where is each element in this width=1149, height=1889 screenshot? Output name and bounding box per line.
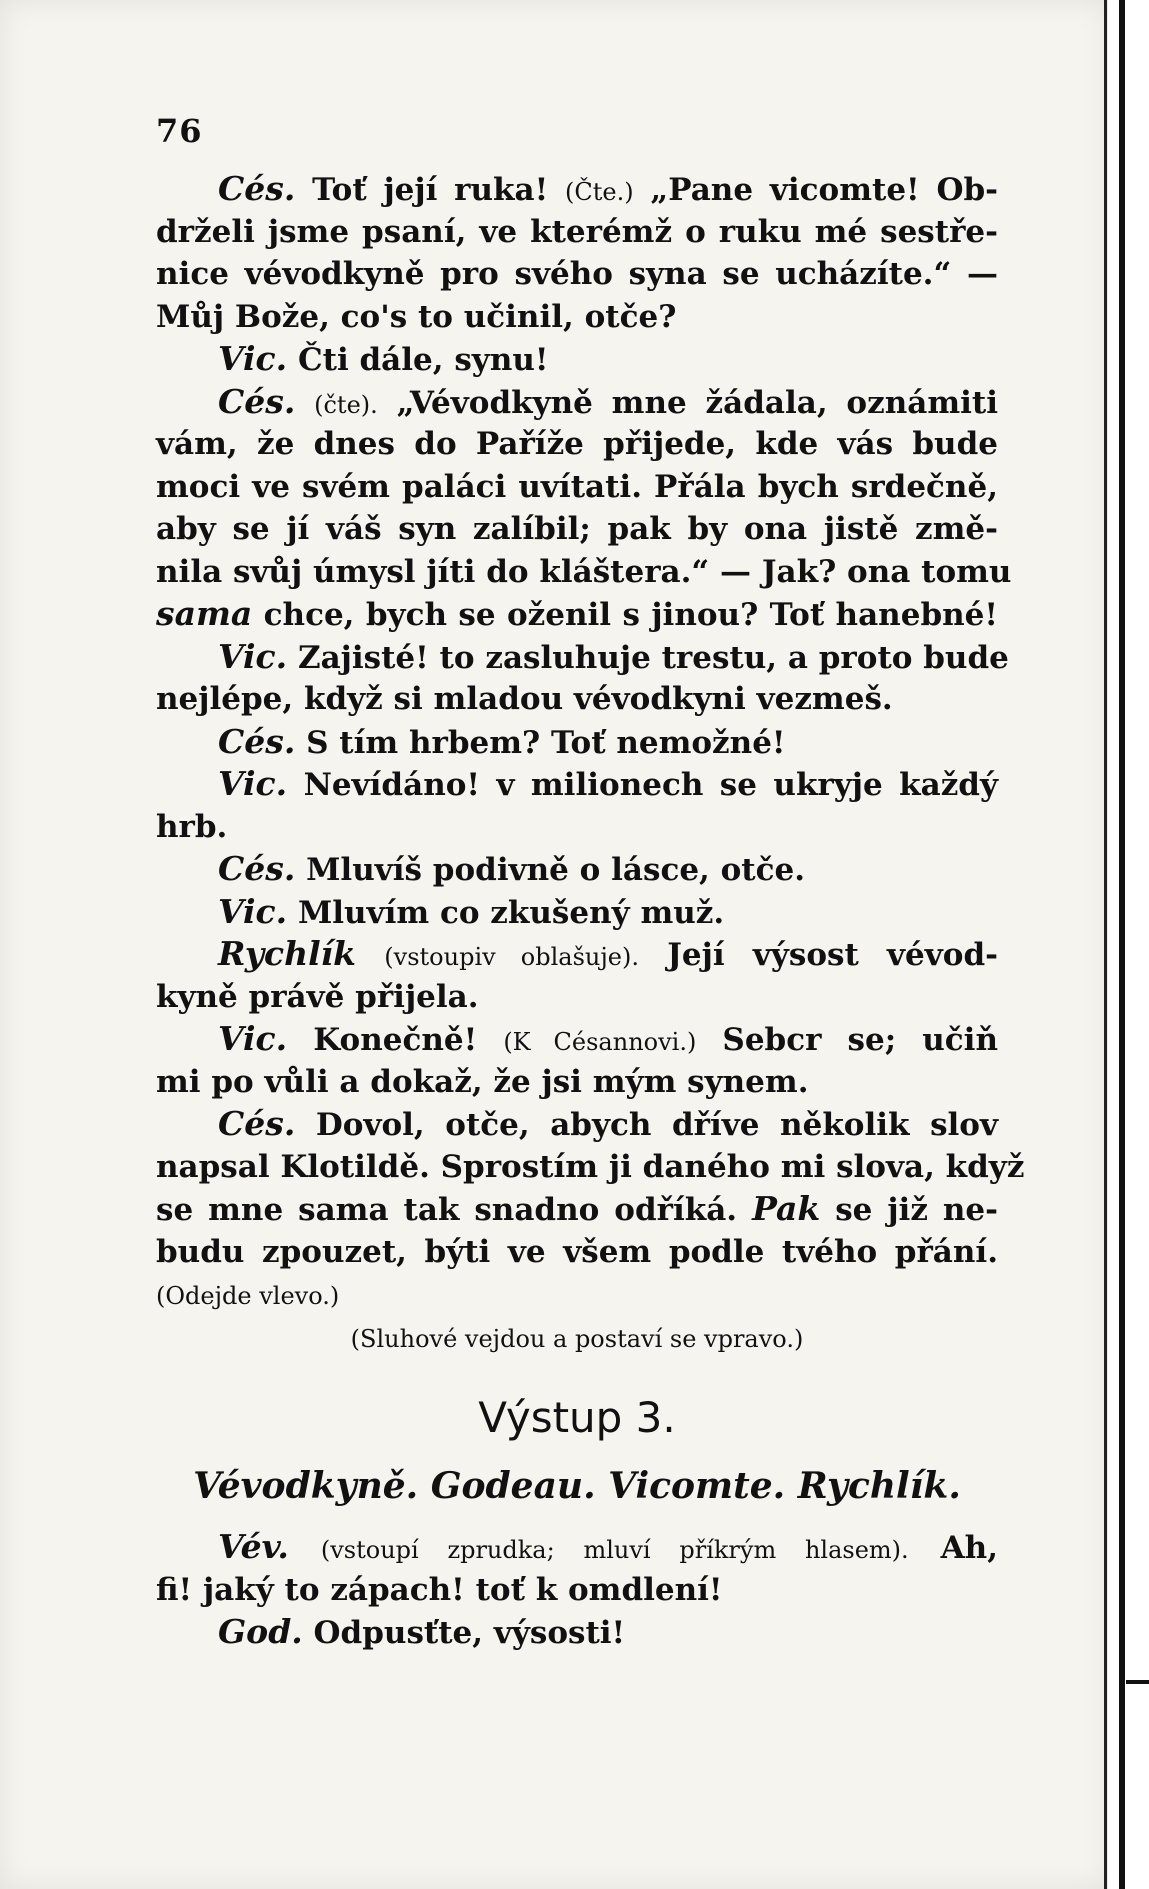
- line-text: [295, 385, 314, 421]
- speaker-name: Vic.: [218, 891, 288, 931]
- text-line: [156, 466, 998, 509]
- line-text: Její výsost vévod-: [638, 937, 998, 973]
- dialogue-lines: [156, 168, 1025, 1358]
- speaker-name: Cés.: [218, 721, 296, 761]
- line-text: [356, 937, 384, 973]
- line-text: Zajisté! to zasluhuje trestu, a proto bude: [287, 639, 1009, 676]
- line-text: se již ne-: [820, 1192, 999, 1228]
- speaker-name: Vic.: [218, 339, 288, 378]
- text-line: [156, 1231, 998, 1274]
- page-number: 76: [156, 112, 203, 150]
- line-text: se mne sama tak snadno odříká.: [156, 1192, 753, 1228]
- edge-mark: [1126, 1680, 1149, 1684]
- text-line: [156, 1273, 998, 1316]
- line-text: moci ve svém paláci uvítati. Přála bych srdečně,: [156, 468, 998, 505]
- emphasis: Pak: [752, 1189, 821, 1228]
- text-line: [156, 423, 998, 466]
- line-text: kyně právě přijela.: [156, 978, 479, 1015]
- text-line: [156, 848, 998, 891]
- text-line: [156, 1188, 998, 1231]
- text-line: [156, 976, 998, 1019]
- dialogue-lines-2: [156, 1526, 998, 1654]
- line-text: fi! jaký to zápach! toť k omdlení!: [156, 1571, 723, 1608]
- text-line: [156, 296, 998, 339]
- speaker-name: God.: [218, 1612, 303, 1651]
- text-line: [156, 551, 1012, 594]
- page-edge-line: [1104, 0, 1107, 1889]
- speaker-name: Cés.: [218, 381, 296, 421]
- text-line: [156, 1146, 1025, 1189]
- line-text: Mluvím co zkušený muž.: [287, 894, 725, 931]
- text-line: [156, 721, 998, 764]
- text-line: [156, 508, 998, 551]
- line-text: Čti dále, synu!: [287, 342, 549, 378]
- text-line: [156, 381, 998, 424]
- speaker-name: Cés.: [218, 849, 296, 888]
- speaker-name: Vév.: [218, 1527, 289, 1566]
- stage-direction: (vstoupí zprudka; mluví příkrým hlasem).: [320, 1536, 909, 1564]
- text-line: [156, 1611, 998, 1654]
- text-line: [156, 211, 998, 254]
- text-line: [156, 338, 998, 381]
- line-text: budu zpouzet, býti ve všem podle tvého přání.: [156, 1233, 998, 1270]
- speaker-name: Vic.: [218, 764, 288, 803]
- line-text: aby se jí váš syn zalíbil; pak by ona jistě změ-: [156, 511, 998, 547]
- text-line: [156, 763, 998, 806]
- line-text: Mluvíš podivně o lásce, otče.: [295, 852, 806, 888]
- line-text: Sebcr se; učiň: [696, 1022, 998, 1058]
- emphasis: sama: [156, 594, 253, 633]
- text-line: [156, 678, 998, 721]
- line-text: Nevídáno! v milionech se ukryje každý: [287, 767, 998, 803]
- line-text: nice vévodkyně pro svého syna se ucházíte.“ —: [156, 256, 998, 292]
- line-text: [289, 1530, 321, 1566]
- line-text: nila svůj úmysl jíti do kláštera.“ — Jak? ona tomu: [156, 553, 1012, 590]
- text-line: [156, 1569, 998, 1612]
- speaker-name: Vic.: [218, 636, 288, 676]
- text-line: [156, 593, 998, 636]
- line-text: „Vévodkyně mne žádala, oznámiti: [377, 384, 998, 421]
- stage-direction: (Sluhové vejdou a postaví se vpravo.): [350, 1324, 804, 1353]
- line-text: mi po vůli a dokaž, že jsi mým synem.: [156, 1063, 809, 1100]
- line-text: napsal Klotildě. Sprostím ji daného mi slova, když: [156, 1148, 1025, 1185]
- line-text: drželi jsme psaní, ve kterémž o ruku mé sestře-: [156, 213, 998, 250]
- line-text: hrb.: [156, 808, 228, 845]
- speaker-name: Cés.: [218, 169, 296, 208]
- line-text: vám, že dnes do Paříže přijede, kde vás bude: [156, 426, 998, 462]
- stage-direction: (K Césannovi.): [503, 1028, 697, 1056]
- text-line: [156, 1018, 998, 1061]
- line-text: Konečně!: [287, 1022, 504, 1058]
- text-line: [156, 1061, 998, 1104]
- page-edge-shadow: [1119, 0, 1125, 1889]
- text-line: [156, 168, 998, 211]
- text-line: [156, 253, 998, 296]
- line-text: S tím hrbem? Toť nemožné!: [295, 724, 786, 761]
- text-line: [156, 636, 1009, 679]
- scene-heading: Výstup 3.: [478, 1393, 676, 1442]
- line-text: Toť její ruka!: [295, 172, 566, 208]
- speaker-name: Rychlík: [218, 934, 357, 973]
- text-line: [156, 1103, 998, 1146]
- stage-direction: (vstoupiv oblašuje).: [384, 943, 639, 971]
- line-text: chce, bych se oženil s jinou? Toť hanebné!: [252, 597, 998, 633]
- text-line: [156, 1316, 998, 1359]
- page-text: [156, 168, 1025, 1654]
- line-text: „Pane vicomte! Ob-: [633, 172, 999, 208]
- line-text: Ah,: [908, 1530, 999, 1566]
- text-line: [156, 891, 998, 934]
- line-text: Dovol, otče, abych dříve několik slov: [295, 1107, 998, 1143]
- scene-cast: Vévodkyně. Godeau. Vicomte. Rychlík.: [193, 1465, 961, 1507]
- speaker-name: Cés.: [218, 1104, 296, 1143]
- stage-direction: (Odejde vlevo.): [156, 1282, 340, 1310]
- text-line: [156, 806, 998, 849]
- line-text: Odpusťte, výsosti!: [302, 1615, 626, 1651]
- page-edge: [1108, 0, 1149, 1889]
- text-line: [156, 933, 998, 976]
- text-line: [156, 1526, 998, 1569]
- stage-direction: (čte).: [314, 390, 378, 419]
- line-text: Můj Bože, co's to učinil, otče?: [156, 298, 677, 335]
- stage-direction: (Čte.): [565, 178, 634, 206]
- line-text: nejlépe, když si mladou vévodkyni vezmeš.: [156, 681, 893, 717]
- speaker-name: Vic.: [218, 1019, 288, 1058]
